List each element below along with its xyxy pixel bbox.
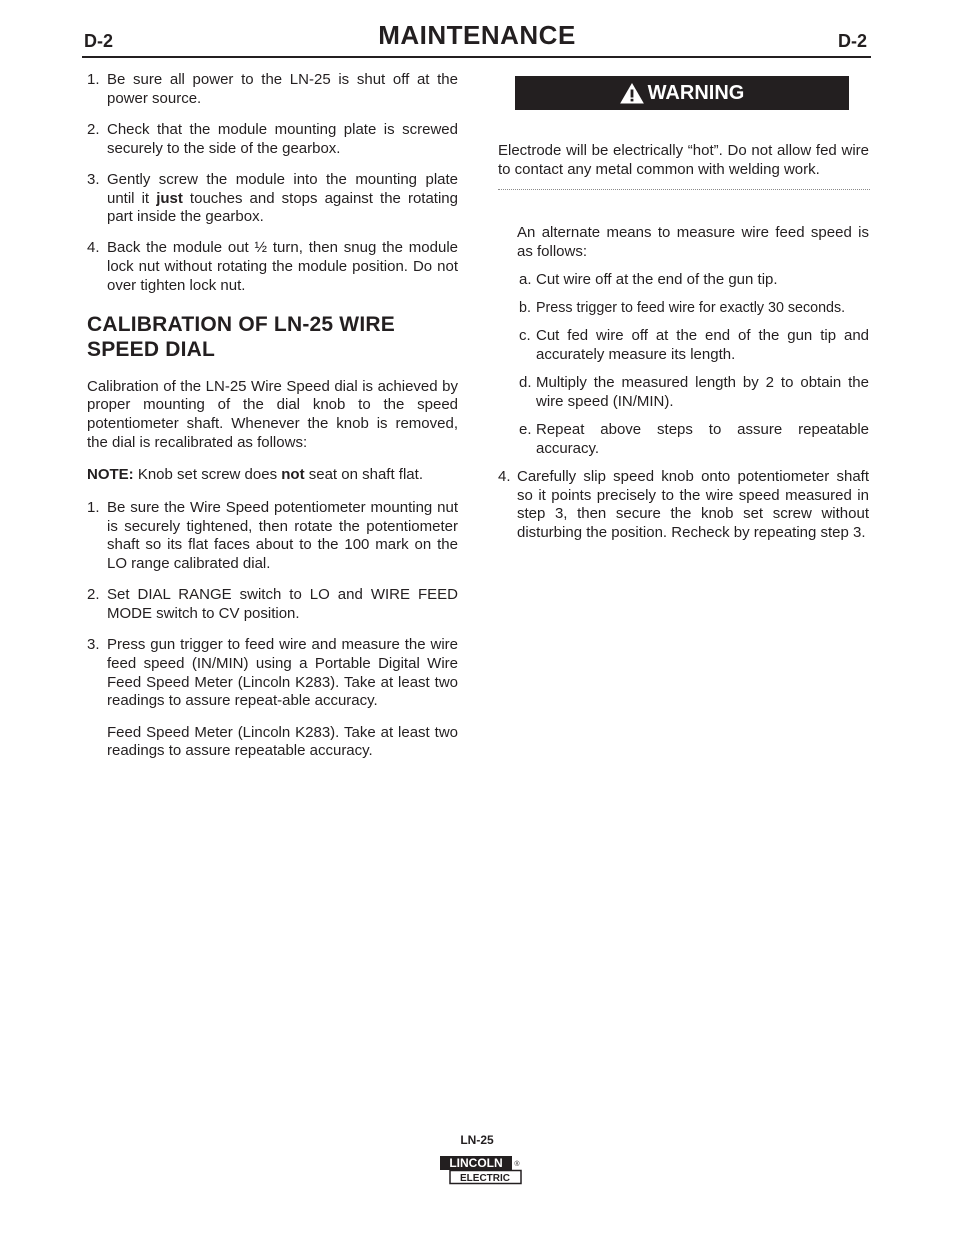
calibration-intro: Calibration of the LN-25 Wire Speed dial is achieved by proper mounting of the dial knob to the speed potentiometer shaft. Whenever the knob is removed, the dial is recalibrated as follows: bbox=[87, 377, 458, 451]
section-code-left: D-2 bbox=[84, 31, 114, 51]
footer-model-name: LN-25 bbox=[460, 1133, 494, 1147]
section-code-right: D-2 bbox=[838, 31, 868, 51]
list-item bbox=[87, 121, 458, 158]
step3-continuation: Feed Speed Meter (Lincoln K283). Take at least two readings to assure repeatable accuracy. bbox=[107, 723, 458, 760]
note-emphasis: not bbox=[281, 466, 305, 484]
module-steps-list bbox=[87, 71, 458, 296]
logo-bottom-text: ELECTRIC bbox=[460, 1173, 510, 1184]
step-number: 3. bbox=[87, 170, 100, 188]
list-item bbox=[87, 586, 458, 623]
step-text: Multiply the measured length by 2 to obtain the wire speed (IN/MIN). bbox=[536, 374, 869, 410]
left-column bbox=[87, 71, 458, 761]
step-number: 1. bbox=[87, 71, 100, 88]
warning-triangle-icon bbox=[620, 83, 644, 104]
warning-label: WARNING bbox=[647, 81, 745, 104]
list-item bbox=[87, 499, 458, 574]
list-item bbox=[87, 71, 458, 108]
step-text: Repeat above steps to assure repeatable accuracy. bbox=[536, 421, 869, 457]
list-item bbox=[517, 271, 869, 290]
list-item bbox=[517, 299, 869, 318]
note-label: NOTE: bbox=[87, 466, 134, 484]
list-item bbox=[87, 171, 458, 227]
step-text: Set DIAL RANGE switch to LO and WIRE FEED MODE switch to CV position. bbox=[107, 586, 458, 623]
step-number: 4. bbox=[498, 467, 511, 485]
step-text-after: touches and stops against the rotating part inside the gearbox. bbox=[107, 189, 458, 226]
alternate-steps-list bbox=[517, 271, 869, 459]
step-number: 2. bbox=[87, 120, 100, 138]
warning-banner bbox=[515, 76, 849, 110]
step-letter: e. bbox=[519, 421, 532, 439]
step-text: Back the module out ½ turn, then snug the module lock nut without rotating the module position. Do not over tighten lock nut. bbox=[107, 239, 458, 294]
calibration-steps-list bbox=[87, 499, 458, 711]
step-text-before: Gently screw the module into the mounting plate until it bbox=[107, 170, 458, 207]
step-letter: d. bbox=[519, 374, 532, 392]
step-number: 3. bbox=[87, 636, 100, 654]
step-number: 4. bbox=[87, 239, 100, 257]
list-item bbox=[87, 239, 458, 295]
step-letter: a. bbox=[519, 270, 532, 288]
alternate-intro: An alternate means to measure wire feed speed is as follows: bbox=[517, 224, 869, 261]
note-text-before: Knob set screw does bbox=[133, 466, 282, 484]
list-item bbox=[87, 636, 458, 711]
page-title: MAINTENANCE bbox=[378, 20, 576, 50]
step-text: Press gun trigger to feed wire and measure the wire feed speed (IN/MIN) using a Portable Digital Wire Feed Speed Meter (Lincoln K283). Take at least two readings to assure repeat-able accuracy. bbox=[107, 636, 458, 710]
right-column bbox=[498, 76, 869, 543]
step-text: Press trigger to feed wire for exactly 30 seconds. bbox=[536, 300, 846, 317]
step-letter: c. bbox=[519, 327, 531, 345]
warning-text: Electrode will be electrically “hot”. Do not allow fed wire to contact any metal common with welding work. bbox=[498, 142, 869, 178]
step-text: Check that the module mounting plate is screwed securely to the side of the gearbox. bbox=[107, 120, 458, 157]
step-number: 2. bbox=[87, 586, 100, 604]
step-letter: b. bbox=[519, 300, 531, 317]
registered-mark: ® bbox=[514, 1161, 520, 1168]
step-number: 1. bbox=[87, 499, 100, 517]
calibration-heading: CALIBRATION OF LN-25 WIRE SPEED DIAL bbox=[87, 312, 395, 361]
step-text-emphasis: just bbox=[156, 189, 183, 207]
note-text-after: seat on shaft flat. bbox=[304, 466, 423, 484]
step-text: Cut fed wire off at the end of the gun tip and accurately measure its length. bbox=[536, 327, 869, 363]
list-item bbox=[517, 421, 869, 458]
dotted-divider bbox=[498, 189, 870, 190]
lincoln-electric-logo bbox=[439, 1155, 523, 1185]
list-item bbox=[498, 468, 869, 543]
list-item bbox=[517, 327, 869, 364]
note bbox=[87, 466, 458, 485]
logo-top-text: LINCOLN bbox=[449, 1156, 503, 1170]
final-step-list bbox=[498, 468, 869, 543]
step-text: Cut wire off at the end of the gun tip. bbox=[536, 270, 778, 288]
list-item bbox=[517, 374, 869, 411]
header-rule bbox=[82, 56, 871, 58]
step-text: Be sure all power to the LN-25 is shut off at the power source. bbox=[107, 71, 458, 107]
step-text: Carefully slip speed knob onto potentiometer shaft so it points precisely to the wire speed measured in step 3, then secure the knob set screw without disturbing the position. Recheck by repeating step 3. bbox=[517, 467, 869, 542]
step-text: Be sure the Wire Speed potentiometer mounting nut is securely tightened, then rotate the potentiometer shaft so its flat faces about to the 100 mark on the LO range calibrated dial. bbox=[107, 499, 458, 573]
